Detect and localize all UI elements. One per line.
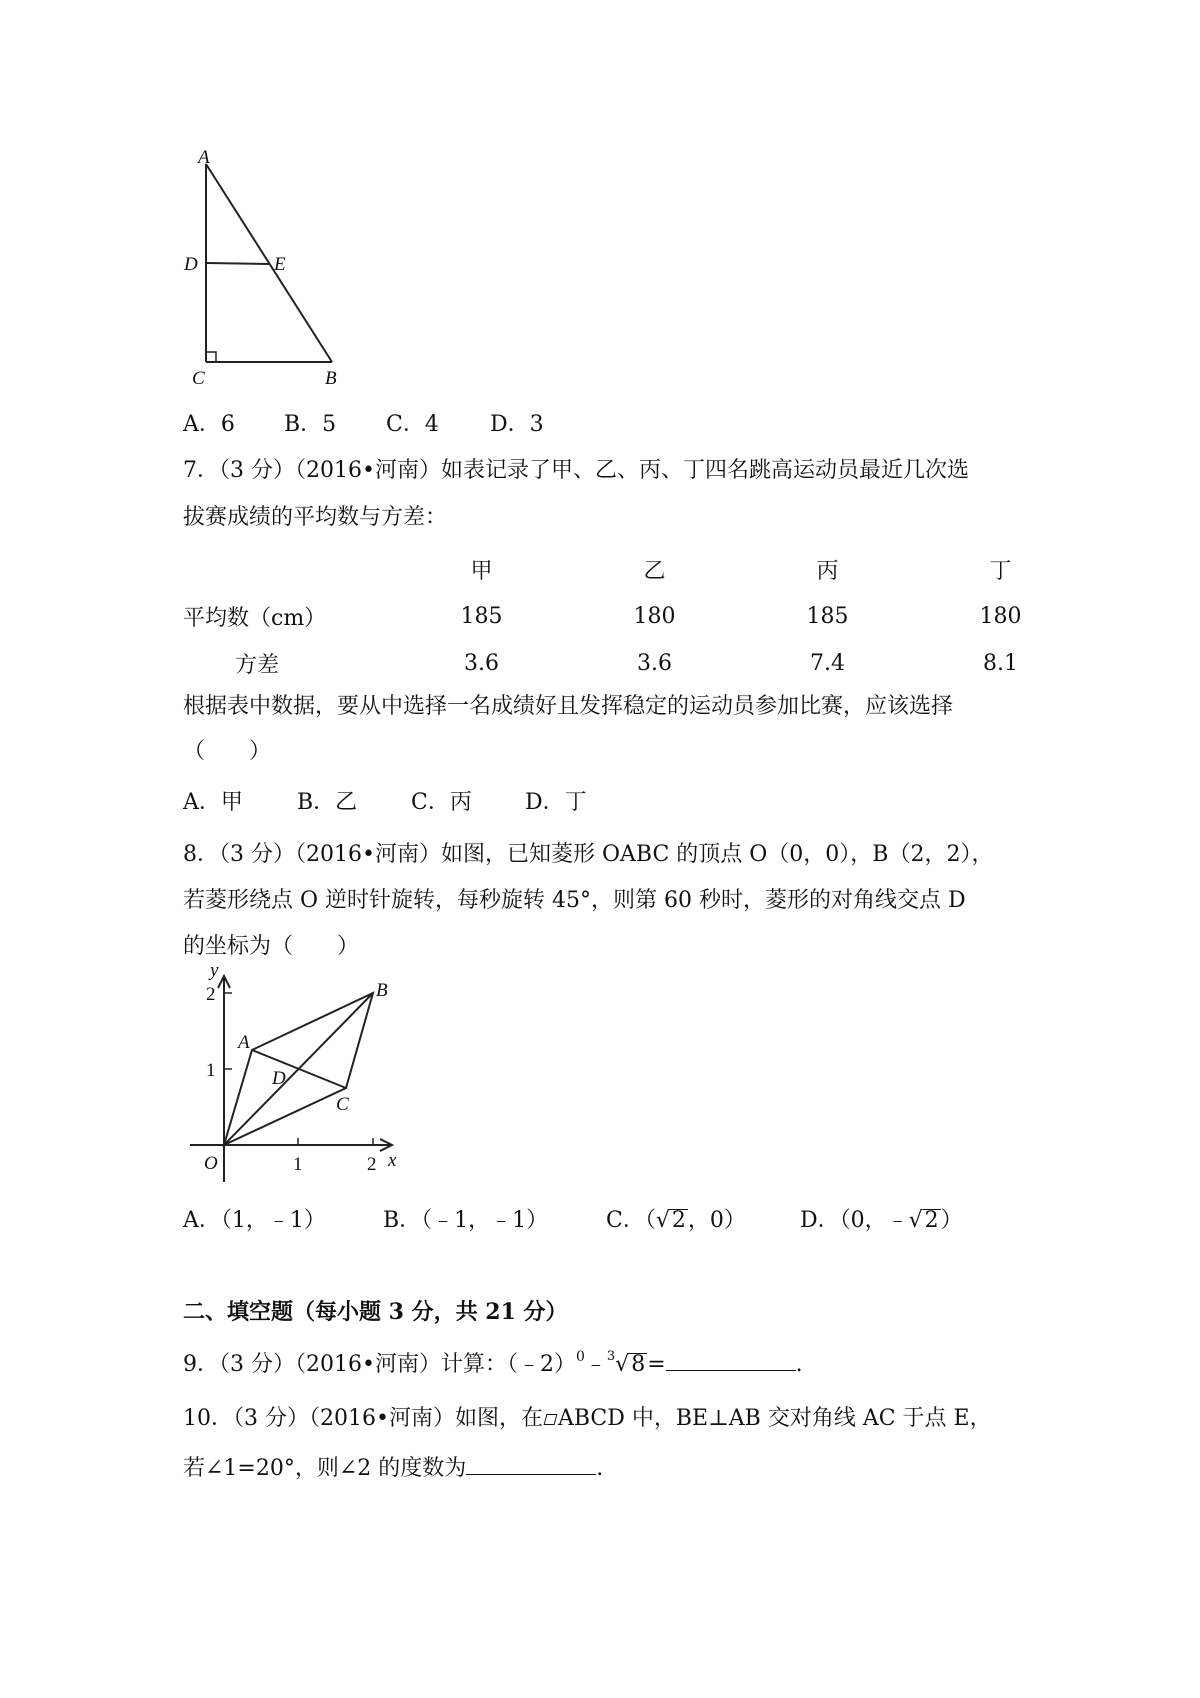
q6-option-a: A．6 (183, 412, 235, 437)
table-cell: 180 (979, 604, 1022, 629)
table-row (183, 640, 1087, 687)
q8-label-c: C (336, 1094, 349, 1115)
q8-option-b: B．（﹣1，﹣1） (383, 1208, 549, 1233)
q10-line1 (183, 1404, 992, 1434)
q8-option-d-suffix: ） (940, 1208, 963, 1233)
table-header-yi: 乙 (643, 559, 666, 584)
q9-answer-blank[interactable] (666, 1348, 796, 1371)
q8-axis-x-label: x (388, 1150, 397, 1171)
q8-label-a: A (238, 1032, 250, 1053)
q7-option-c: C．丙 (411, 790, 472, 815)
q7-line4: （ ） (183, 739, 272, 764)
table-header-jia: 甲 (470, 559, 493, 584)
q10-line2-prefix: 若∠1=20°，则∠2 的度数为 (183, 1456, 467, 1481)
q7-line2: 拔赛成绩的平均数与方差： (183, 505, 448, 530)
table-cell: 3.6 (464, 651, 499, 676)
q8-label-o: O (204, 1153, 218, 1174)
q7-line3: 根据表中数据，要从中选择一名成绩好且发挥稳定的运动员参加比赛，应该选择 (183, 694, 954, 719)
q6-option-d: D．3 (490, 412, 544, 437)
q7-option-d: D．丁 (525, 790, 587, 815)
q8-option-c-suffix: ，0） (687, 1208, 746, 1233)
q6-label-e: E (274, 254, 286, 275)
table-cell: 185 (806, 604, 849, 629)
q7-option-b: B．乙 (297, 790, 358, 815)
q10-line1-prefix: 10．（3 分）（2016•河南）如图，在 (183, 1406, 543, 1431)
table-cell: 3.6 (637, 651, 672, 676)
sqrt-symbol: √8 (615, 1352, 646, 1377)
q8-label-b: B (376, 980, 388, 1001)
q8-option-c-radicand: 2 (671, 1208, 686, 1233)
q8-label-d: D (272, 1068, 286, 1089)
q8-y-tick-1: 1 (206, 1060, 216, 1081)
q6-option-c: C．4 (386, 412, 439, 437)
table-header-bing: 丙 (816, 559, 839, 584)
q6-label-c: C (192, 368, 205, 389)
q8-option-c (606, 1206, 746, 1236)
table-header-row (183, 546, 1087, 593)
q9-radicand: 8 (631, 1352, 646, 1377)
q9-exponent: 0 (575, 1349, 585, 1365)
q8-line2: 若菱形绕点 O 逆时针旋转，每秒旋转 45°，则第 60 秒时，菱形的对角线交点 D (183, 888, 966, 913)
q8-axis-y-label: y (210, 962, 219, 981)
q10-line2 (183, 1452, 603, 1484)
q6-label-b: B (325, 368, 337, 389)
table-cell: 180 (633, 604, 676, 629)
table-cell: 7.4 (810, 651, 845, 676)
q7-line1: 7．（3 分）（2016•河南）如表记录了甲、乙、丙、丁四名跳高运动员最近几次选 (183, 458, 969, 483)
q10-end: . (596, 1456, 604, 1481)
table-header-empty (183, 546, 395, 593)
q8-option-c-prefix: C．（ (606, 1208, 656, 1233)
q10-line1-suffix: ABCD 中，BE⊥AB 交对角线 AC 于点 E， (557, 1406, 992, 1431)
q8-rhombus-figure (180, 962, 410, 1192)
sqrt-symbol: √2 (655, 1208, 686, 1233)
table-cell: 8.1 (983, 651, 1018, 676)
q8-line3: 的坐标为（ ） (183, 934, 360, 959)
table-cell: 185 (460, 604, 503, 629)
q8-line1: 8．（3 分）（2016•河南）如图，已知菱形 OABC 的顶点 O（0，0），B（2，2）， (183, 842, 994, 867)
q9-line (183, 1348, 803, 1383)
q6-triangle-figure (180, 150, 360, 390)
section-2-title: 二、填空题（每小题 3 分，共 21 分） (183, 1299, 568, 1325)
q6-option-b: B．5 (284, 412, 337, 437)
q8-option-a: A．（1，﹣1） (183, 1208, 326, 1233)
q8-x-tick-2: 2 (367, 1154, 377, 1175)
q8-option-d-radicand: 2 (924, 1208, 939, 1233)
table-header-ding: 丁 (989, 559, 1012, 584)
sqrt-symbol: √2 (908, 1208, 939, 1233)
q8-y-tick-2: 2 (206, 984, 216, 1005)
q6-label-d: D (184, 254, 198, 275)
table-row (183, 593, 1087, 640)
q6-label-a: A (198, 150, 210, 168)
q7-stats-table (183, 546, 1087, 687)
q9-root-index: 3 (606, 1349, 616, 1364)
q9-prefix: 9．（3 分）（2016•河南）计算：（﹣2） (183, 1352, 576, 1377)
q8-option-d (800, 1206, 963, 1236)
row-label-variance: 方差 (235, 653, 280, 678)
q8-option-d-prefix: D．（0，﹣ (800, 1208, 909, 1233)
parallelogram-icon (543, 1414, 557, 1425)
q9-end: . (795, 1352, 803, 1377)
q7-option-a: A．甲 (183, 790, 243, 815)
q9-minus: ﹣ (584, 1352, 607, 1377)
row-label-mean: 平均数（cm） (183, 606, 327, 631)
q9-equals: = (647, 1352, 666, 1377)
q10-answer-blank[interactable] (466, 1452, 596, 1475)
q8-x-tick-1: 1 (293, 1154, 303, 1175)
